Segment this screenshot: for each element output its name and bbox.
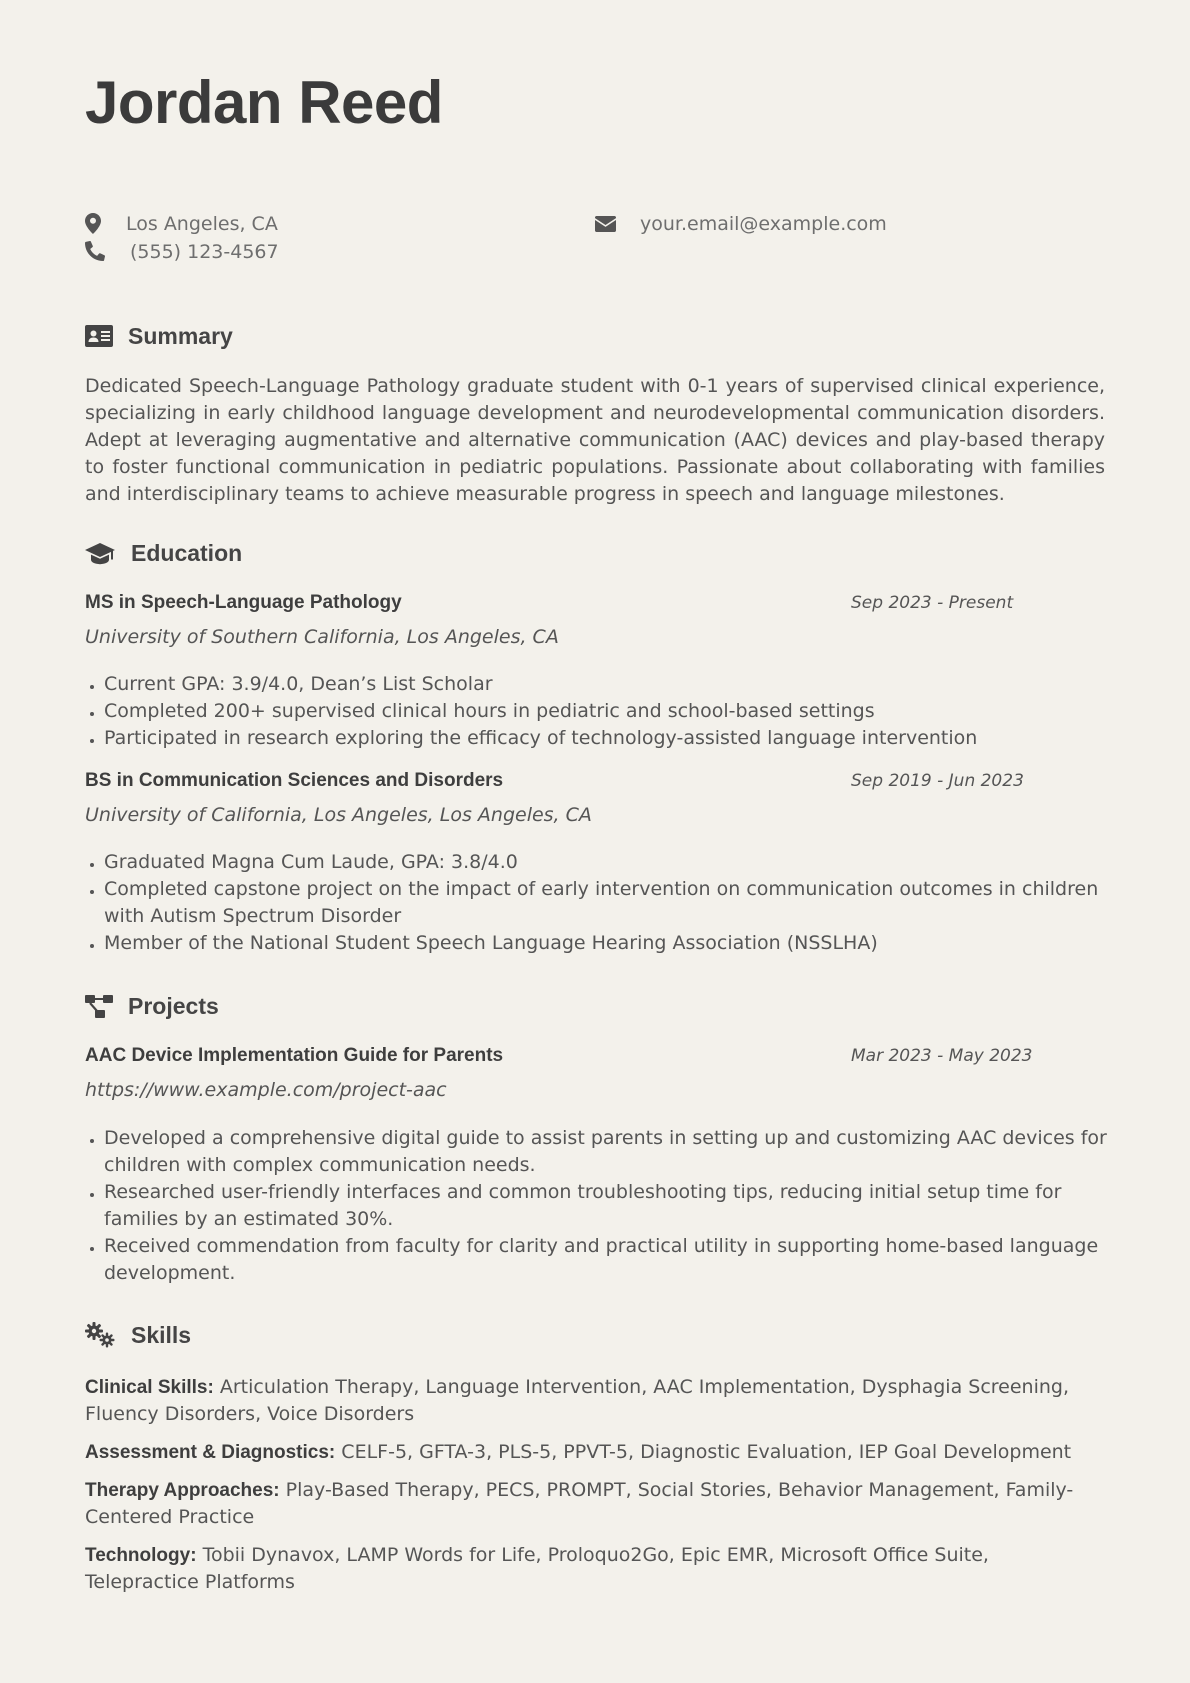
bullet-item: • Developed a comprehensive digital guide to assist parents in setting up and customizing AAC devices for children with complex communication needs. <box>104 1125 1124 1179</box>
skill-group-items: Articulation Therapy, Language Intervention, AAC Implementation, Dysphagia Screening, Fluency Disorders, Voice Disorders <box>85 1376 1070 1425</box>
education-entry-institution: University of Southern California, Los Angeles, CA <box>85 626 559 648</box>
skills-heading-label: Skills <box>131 1322 192 1348</box>
skill-group-label: Assessment & Diagnostics: <box>85 1442 336 1463</box>
bullet-item: • Graduated Magna Cum Laude, GPA: 3.8/4.0 <box>104 849 1124 876</box>
skill-group <box>85 1542 1105 1596</box>
project-entry-title: AAC Device Implementation Guide for Parents <box>85 1045 504 1066</box>
bullet-item: • Participated in research exploring the efficacy of technology-assisted language intervention <box>104 725 1124 752</box>
skill-group-label: Technology: <box>85 1545 197 1566</box>
education-entry-title: BS in Communication Sciences and Disorders <box>85 770 504 791</box>
candidate-name: Jordan Reed <box>85 69 443 136</box>
education-entry-bullets <box>85 849 1124 957</box>
education-entry-institution: University of California, Los Angeles, Los Angeles, CA <box>85 804 592 826</box>
project-entry-link[interactable]: https://www.example.com/project-aac <box>85 1079 447 1101</box>
project-entry-date: Mar 2023 - May 2023 <box>851 1046 1033 1066</box>
bullet-item: • Completed 200+ supervised clinical hours in pediatric and school-based settings <box>104 698 1124 725</box>
bullet-item: • Received commendation from faculty for clarity and practical utility in supporting home-based language development. <box>104 1233 1124 1287</box>
skill-group-label: Therapy Approaches: <box>85 1480 280 1501</box>
education-entry-date: Sep 2023 - Present <box>851 593 1014 613</box>
skill-group <box>85 1374 1105 1428</box>
phone-text[interactable]: (555) 123-4567 <box>130 241 279 263</box>
skill-group <box>85 1477 1105 1531</box>
id-card-icon <box>85 325 113 351</box>
cogs-icon <box>85 1322 115 1352</box>
education-entry-bullets <box>85 671 1124 752</box>
summary-text: Dedicated Speech-Language Pathology graduate student with 0-1 years of supervised clinical experience, specializing in early childhood language development and neurodevelopmental communication disorders. Adept at leveraging augmentative and alternative communication (AAC) devices and play-based therapy to foster functional communication in pediatric populations. Passionate about collaborating with families and interdisciplinary teams to achieve measurable progress in speech and language milestones. <box>85 375 1105 505</box>
map-marker-icon <box>85 213 101 238</box>
skill-group-items: CELF-5, GFTA-3, PLS-5, PPVT-5, Diagnostic Evaluation, IEP Goal Development <box>341 1441 1072 1463</box>
project-entry-bullets <box>85 1125 1124 1287</box>
graduation-cap-icon <box>85 542 115 570</box>
phone-icon <box>85 241 105 265</box>
summary-heading-label: Summary <box>128 323 233 349</box>
education-entry-date: Sep 2019 - Jun 2023 <box>851 771 1024 791</box>
education-entry-title: MS in Speech-Language Pathology <box>85 592 402 613</box>
education-heading-label: Education <box>131 540 243 566</box>
skill-group-items: Tobii Dynavox, LAMP Words for Life, Proloquo2Go, Epic EMR, Microsoft Office Suite, Telepractice Platforms <box>85 1544 989 1593</box>
projects-heading-label: Projects <box>128 993 219 1019</box>
email-text[interactable]: your.email@example.com <box>640 213 887 235</box>
skill-group-label: Clinical Skills: <box>85 1377 214 1398</box>
bullet-item: • Researched user-friendly interfaces and common troubleshooting tips, reducing initial setup time for families by an estimated 30%. <box>104 1179 1124 1233</box>
bullet-item: • Member of the National Student Speech Language Hearing Association (NSSLHA) <box>104 930 1124 957</box>
envelope-icon <box>595 216 616 236</box>
skill-group <box>85 1439 1105 1466</box>
location-text: Los Angeles, CA <box>126 213 278 235</box>
bullet-item: • Completed capstone project on the impact of early intervention on communication outcomes in children with Autism Spectrum Disorder <box>104 876 1124 930</box>
skill-group-items: Play-Based Therapy, PECS, PROMPT, Social Stories, Behavior Management, Family-Centered Practice <box>85 1479 1074 1528</box>
bullet-item: • Current GPA: 3.9/4.0, Dean’s List Scholar <box>104 671 1124 698</box>
project-diagram-icon <box>85 995 113 1023</box>
